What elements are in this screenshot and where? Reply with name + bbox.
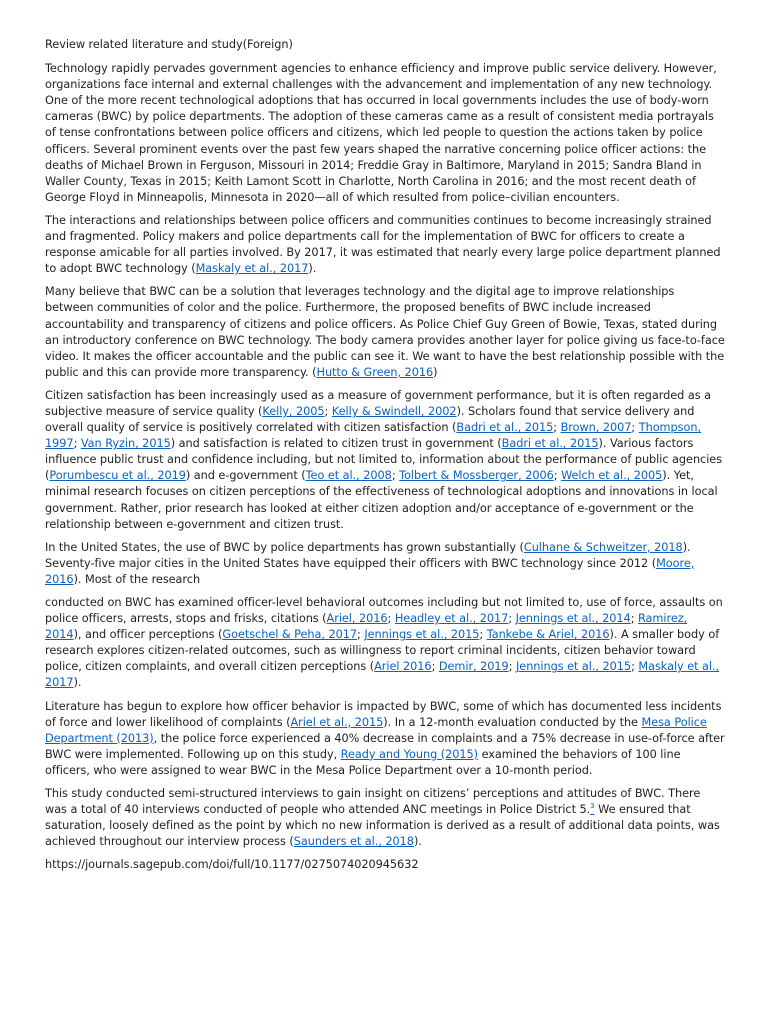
paragraph-text: ;	[553, 469, 562, 483]
paragraph-text: Many believe that BWC can be a solution that leverages technology and the digital age to improve relationships between communities of color and the police. Furthermore, the proposed benefits of BWC include increased accountability and transparency of citizens and police officers. As Police Chief Guy Green of Bowie, Texas, stated during an introductory conference on BWC technology. The body camera provides another layer for police giving us face-to-face video. It makes the officer accountable and the public can see it. We want to have the best relationship possible with the public and this can provide more transparency. (	[45, 285, 725, 379]
citation-link[interactable]: Ariel, 2016	[326, 612, 388, 626]
citation-link[interactable]: Badri et al., 2015	[501, 437, 599, 451]
paragraph-text: Citizen satisfaction has been increasingly used as a measure of government performance, but it is often regarded as a subjective measure of service quality (	[45, 388, 711, 418]
citation-link[interactable]: Brown, 2007	[560, 421, 632, 435]
citation-link[interactable]: Maskaly et al., 2017	[195, 262, 309, 276]
document-body	[45, 61, 725, 850]
citation-link[interactable]: Teo et al., 2008	[305, 469, 392, 483]
paragraph-text: ;	[553, 421, 561, 435]
paragraph	[45, 61, 725, 206]
paragraph-text: Technology rapidly pervades government agencies to enhance efficiency and improve public service delivery. However, organizations face internal and external challenges with the advancement and implementation of any new technology. One of the more recent technological adoptions that has occurred in local governments includes the use of body-worn cameras (BWC) by police departments. The adoption of these cameras came as a result of consistent media portrayals of tense confrontations between police officers and citizens, which led people to question the actions taken by police officers. Several prominent events over the past few years shaped the narrative concerning police officer actions: the deaths of Michael Brown in Ferguson, Missouri in 2014; Freddie Gray in Baltimore, Maryland in 2015; Sandra Bland in Waller County, Texas in 2015; Keith Lamont Scott in Charlotte, North Carolina in 2016; and the most recent death of George Floyd in Minneapolis, Minnesota in 2020—all of which resulted from police–civilian encounters.	[45, 62, 717, 204]
paragraph-text: ;	[73, 437, 81, 451]
paragraph-text: Literature has begun to explore how officer behavior is impacted by BWC, some of which has documented less incidents of force and lower likelihood of complaints (	[45, 699, 722, 729]
paragraph-text: ). Seventy-five major cities in the United States have equipped their officers with BWC technology since 2012 (	[45, 540, 691, 570]
citation-link[interactable]: Jennings et al., 2014	[515, 612, 631, 626]
paragraph	[45, 388, 725, 533]
citation-link[interactable]: Ariel et al., 2015	[290, 715, 384, 729]
citation-link[interactable]: Demir, 2019	[438, 660, 509, 674]
citation-link[interactable]: Jennings et al., 2015	[364, 628, 480, 642]
paragraph-text: We ensured that saturation, loosely defined as the point by which no new information is derived as a result of additional data points, was achieved throughout our interview process (	[45, 803, 720, 849]
paragraph-text: ;	[431, 660, 439, 674]
paragraph-text: ;	[324, 404, 332, 418]
paragraph-text: ;	[631, 660, 639, 674]
paragraph-text: ;	[630, 612, 638, 626]
paragraph-text: ;	[508, 612, 516, 626]
citation-link[interactable]: Ramirez, 2014	[45, 612, 688, 642]
paragraph-text: ). Scholars found that service delivery and overall quality of service is positively correlated with citizen satisfaction (	[45, 404, 695, 435]
citation-link[interactable]: Hutto & Green, 2016	[316, 365, 434, 379]
paragraph-text: ;	[391, 469, 400, 483]
citation-link[interactable]: Van Ryzin, 2015	[80, 437, 171, 451]
paragraph-text: ).	[308, 262, 317, 276]
paragraph	[45, 284, 725, 381]
paragraph-text: ), and officer perceptions (	[73, 628, 223, 642]
paragraph-text: This study conducted semi-structured interviews to gain insight on citizens’ perceptions and attitudes of BWC. There was a total of 40 interviews conducted of people who attended ANC meetings in Police District 5.	[45, 787, 701, 817]
citation-link[interactable]: Kelly & Swindell, 2002	[331, 404, 457, 418]
footnote-link[interactable]: 3	[590, 802, 595, 811]
source-url: https://journals.sagepub.com/doi/full/10.1177/0275074020945632	[45, 858, 419, 872]
paragraph-text: , the police force experienced a 40% decrease in complaints and a 75% decrease in use-of-force after BWC were implemented. Following up on this study,	[45, 731, 725, 761]
paragraph-text: ). Most of the research	[73, 572, 201, 586]
paragraph	[45, 213, 725, 277]
citation-link[interactable]: Jennings et al., 2015	[516, 660, 632, 674]
citation-link[interactable]: Tolbert & Mossberger, 2006	[399, 469, 554, 483]
paragraph	[45, 540, 725, 588]
citation-link[interactable]: Moore, 2016	[45, 556, 695, 586]
paragraph	[45, 595, 725, 692]
paragraph-text: ) and satisfaction is related to citizen trust in government (	[170, 437, 502, 451]
paragraph-text: In the United States, the use of BWC by police departments has grown substantially (	[45, 540, 524, 554]
paragraph-text: The interactions and relationships between police officers and communities continues to become increasingly strained and fragmented. Policy makers and police departments call for the implementation of BWC for officers to create a response amicable for all parties involved. By 2017, it was estimated that nearly every large police department planned to adopt BWC technology (	[45, 213, 721, 276]
paragraph-text: ;	[631, 421, 639, 435]
document-page	[45, 37, 725, 881]
citation-link[interactable]: Maskaly et al., 2017	[45, 660, 720, 690]
paragraph	[45, 699, 725, 779]
citation-link[interactable]: Mesa Police Department (2013)	[45, 715, 707, 745]
paragraph-text: conducted on BWC has examined officer-level behavioral outcomes including but not limited to, use of force, assaults on police officers, arrests, stops and frisks, citations (	[45, 596, 723, 626]
paragraph-text: ;	[357, 628, 365, 642]
paragraph-text: ).	[413, 835, 422, 849]
citation-link[interactable]: Kelly, 2005	[262, 404, 325, 418]
citation-link[interactable]: Badri et al., 2015	[456, 421, 554, 435]
paragraph-text: ).	[73, 676, 82, 690]
paragraph	[45, 786, 725, 850]
citation-link[interactable]: Goetschel & Peha, 2017	[222, 628, 358, 642]
paragraph-text: ;	[479, 628, 487, 642]
citation-link[interactable]: Headley et al., 2017	[394, 612, 509, 626]
paragraph-text: examined the behaviors of 100 line officers, who were assigned to wear BWC in the Mesa Police Department over a 10-month period.	[45, 747, 681, 777]
paragraph-text: ). Various factors influence public trust and confidence including, but not limited to, information about the performance of public agencies (	[45, 437, 723, 483]
paragraph-text: ;	[508, 660, 517, 674]
citation-link[interactable]: Welch et al., 2005	[561, 469, 663, 483]
paragraph-text: ). In a 12-month evaluation conducted by the	[383, 715, 642, 729]
citation-link[interactable]: Ready and Young (2015)	[340, 747, 479, 761]
paragraph-text: ). A smaller body of research explores citizen-related outcomes, such as willingness to report criminal incidents, citizen behavior toward police, citizen complaints, and overall citizen perceptions (	[45, 628, 720, 674]
document-title: Review related literature and study(Foreign)	[45, 38, 293, 51]
citation-link[interactable]: Ariel 2016	[374, 660, 432, 674]
paragraph-text: ). Yet, minimal research focuses on citizen perceptions of the effectiveness of technological adoptions and innovations in local government. Rather, prior research has looked at either citizen adoption and/or acceptance of e-government or the relationship between e-government and citizen trust.	[45, 469, 718, 531]
paragraph-text: ) and e-government (	[185, 469, 306, 483]
citation-link[interactable]: Tankebe & Ariel, 2016	[486, 628, 610, 642]
paragraph-text: ;	[387, 612, 395, 626]
citation-link[interactable]: Culhane & Schweitzer, 2018	[523, 540, 683, 554]
citation-link[interactable]: Saunders et al., 2018	[293, 835, 414, 849]
citation-link[interactable]: Porumbescu et al., 2019	[49, 469, 186, 483]
citation-link[interactable]: Thompson, 1997	[45, 421, 701, 451]
paragraph-text: )	[433, 365, 438, 379]
